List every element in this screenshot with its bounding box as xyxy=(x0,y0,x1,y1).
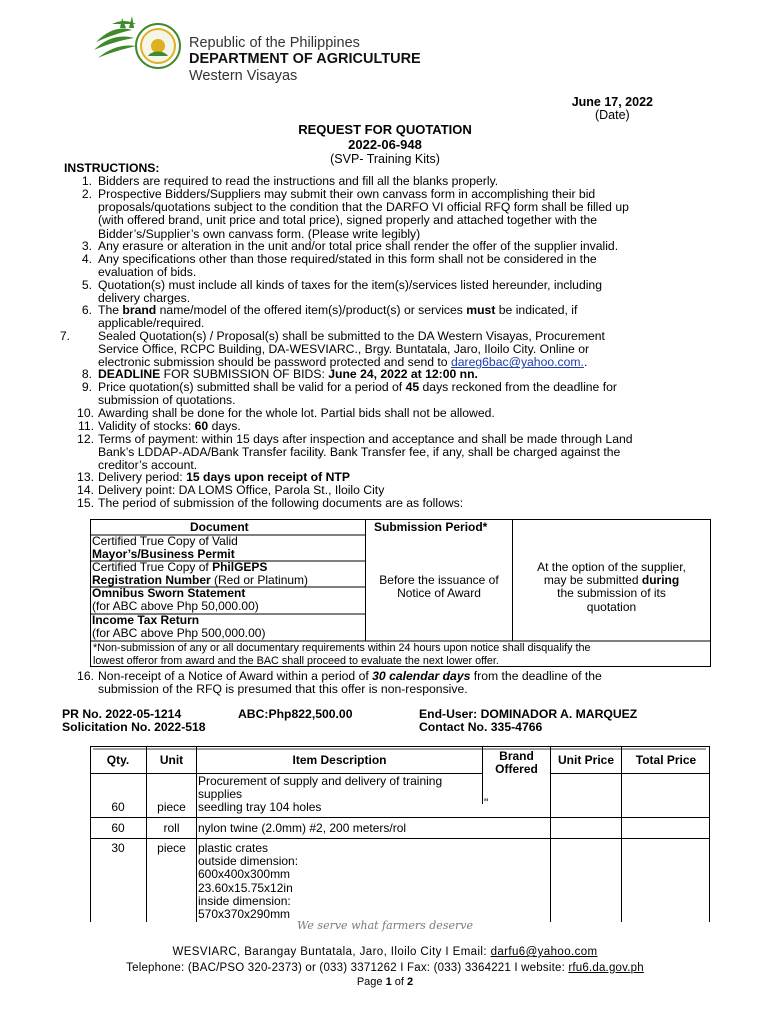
documents-table xyxy=(90,519,711,667)
header-republic: Republic of the Philippines xyxy=(189,35,360,51)
row-2-description: nylon twine (2.0mm) #2, 200 meters/rol xyxy=(198,821,407,835)
title-main: REQUEST FOR QUOTATION xyxy=(298,122,472,137)
abc-amount: ABC:Php822,500.00 xyxy=(238,707,353,721)
row-3-description: plastic crates outside dimension: 600x400x300mm 23.60x15.75x12in inside dimension: 570x370x290mm xyxy=(198,841,299,922)
doc-item-itr: Income Tax Return (for ABC above Php 500,000.00) xyxy=(92,613,266,641)
instructions-label: INSTRUCTIONS: xyxy=(64,161,160,175)
row-3-qty: 30 xyxy=(111,841,125,855)
items-table xyxy=(90,746,710,922)
page-number: Page 1 of 2 xyxy=(356,976,414,988)
doc-item-mayors-permit: Certified True Copy of Valid Mayor’s/Business Permit xyxy=(92,534,238,562)
row-2-qty: 60 xyxy=(111,821,125,835)
footer-address: WESVIARC, Barangay Buntatala, Jaro, Iloilo City I Email: darfu6@yahoo.com xyxy=(172,946,598,958)
footer-email-link[interactable]: darfu6@yahoo.com xyxy=(490,946,598,958)
doc-header-document: Document xyxy=(190,520,249,534)
bac-email-link[interactable]: dareg6bac@yahoo.com. xyxy=(450,355,584,370)
footer-website-link[interactable]: rfu6.da.gov.ph xyxy=(568,962,644,974)
department-logo xyxy=(92,16,188,74)
doc-supplier-option: At the option of the supplier, may be submitted during the submission of its quotation xyxy=(537,560,686,614)
contact-number: Contact No. 335-4766 xyxy=(419,720,543,734)
row-1-unit: piece xyxy=(157,800,186,814)
title-subtitle: (SVP- Training Kits) xyxy=(330,152,440,166)
pr-number: PR No. 2022-05-1214 xyxy=(62,707,182,721)
date-caption: (Date) xyxy=(594,108,630,123)
date-block xyxy=(572,96,653,122)
doc-table-note: *Non-submission of any or all documentary requirements within 24 hours upon notice shall disqualify the lowest offeror from award and the BAC shall proceed to evaluate the next lower offer. xyxy=(93,642,591,667)
doc-submission-period: Before the issuance of Notice of Award xyxy=(379,573,499,601)
row-3-unit: piece xyxy=(157,841,186,855)
row-2-unit: roll xyxy=(163,821,180,835)
col-header-brand: Brand Offered xyxy=(495,749,538,777)
end-user: End-User: DOMINADOR A. MARQUEZ xyxy=(419,707,638,721)
row-1-description: seedling tray 104 holes xyxy=(198,800,322,814)
col-header-unit: Unit xyxy=(159,753,184,767)
doc-item-omnibus: Omnibus Sworn Statement (for ABC above Php 50,000.00) xyxy=(92,586,259,614)
row-1-brand[interactable]: " xyxy=(484,796,489,810)
header-department: DEPARTMENT OF AGRICULTURE xyxy=(189,51,421,67)
header-region: Western Visayas xyxy=(189,68,298,84)
row-1-qty: 60 xyxy=(111,800,125,814)
footer-motto: We serve what farmers deserve xyxy=(297,919,473,932)
items-preamble: Procurement of supply and delivery of training supplies xyxy=(198,774,443,802)
col-header-qty: Qty. xyxy=(106,753,130,767)
date-value: June 17, 2022 xyxy=(571,95,653,109)
col-header-total-price: Total Price xyxy=(635,753,697,767)
col-header-unit-price: Unit Price xyxy=(557,753,614,767)
col-header-description: Item Description xyxy=(292,753,387,767)
doc-item-philgeps: Certified True Copy of PhilGEPS Registration Number (Red or Platinum) xyxy=(92,560,309,588)
rfq-number: 2022-06-948 xyxy=(348,137,422,152)
solicitation-number: Solicitation No. 2022-518 xyxy=(62,720,206,734)
footer-contacts: Telephone: (BAC/PSO 320-2373) or (033) 3371262 I Fax: (033) 3364221 I website: rfu6.da.gov.ph xyxy=(126,962,644,974)
doc-header-period: Submission Period* xyxy=(374,520,488,534)
